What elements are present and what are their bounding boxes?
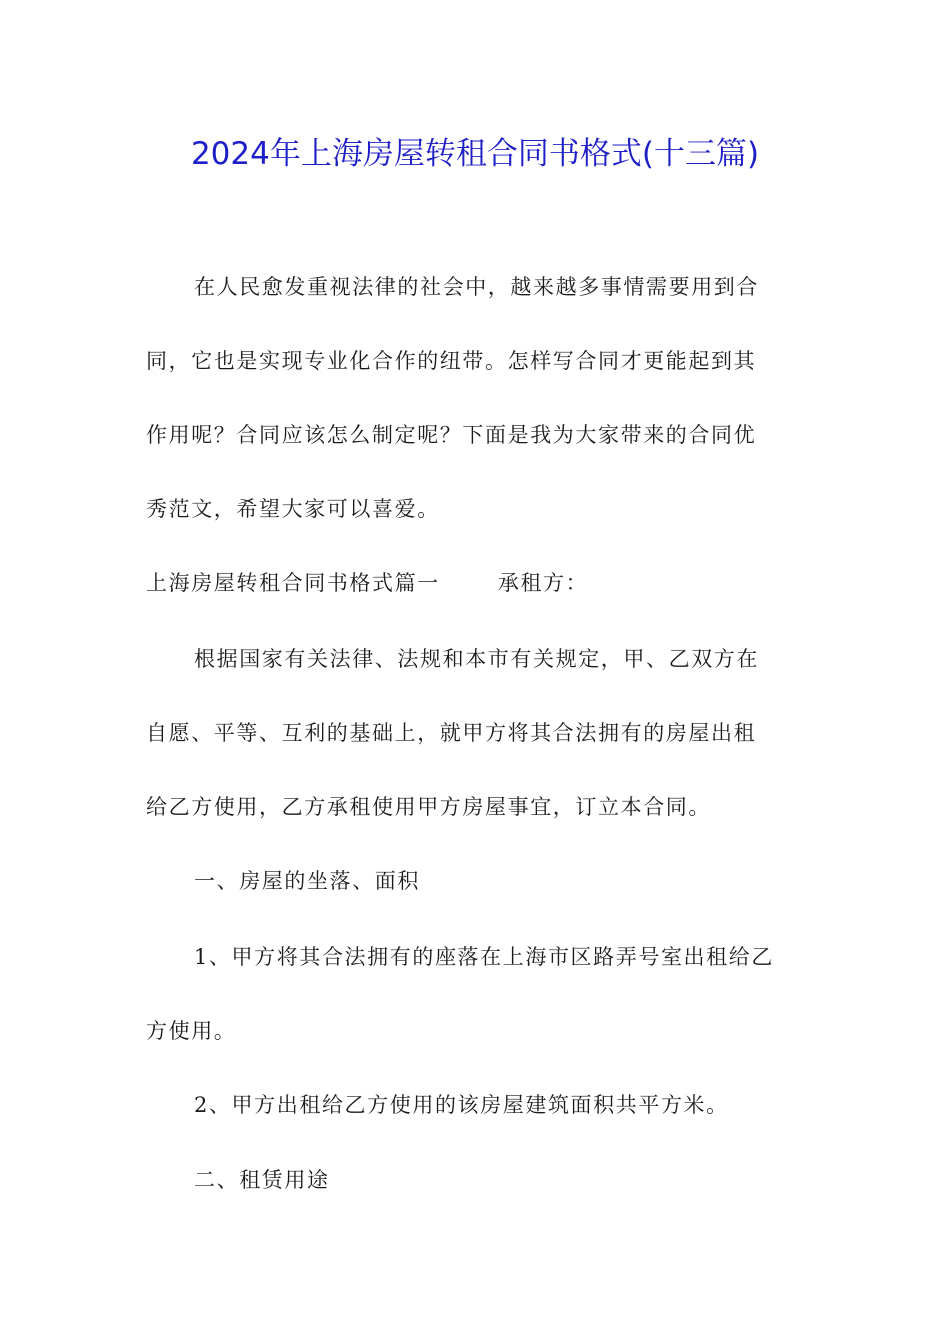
intro-line: 作用呢？合同应该怎么制定呢？下面是我为大家带来的合同优 [146,423,757,447]
clause-1-item-1 [146,920,808,1068]
clause-2-title: 二、租赁用途 [194,1168,330,1192]
basis-line: 自愿、平等、互利的基础上，就甲方将其合法拥有的房屋出租 [146,721,757,745]
basis-line: 根据国家有关法律、法规和本市有关规定，甲、乙双方在 [194,647,759,671]
basis-line: 给乙方使用，乙方承租使用甲方房屋事宜，订立本合同。 [146,795,711,819]
clause-1-item-2: 2、甲方出租给乙方使用的该房屋建筑面积共平方米。 [194,1093,729,1117]
clause-1-title: 一、房屋的坐落、面积 [194,869,420,893]
clause-line: 方使用。 [146,1019,237,1043]
intro-line: 在人民愈发重视法律的社会中，越来越多事情需要用到合 [194,275,759,299]
clause-line: 1、甲方将其合法拥有的座落在上海市区路弄号室出租给乙 [194,945,774,969]
document-title: 2024年上海房屋转租合同书格式(十三篇) [190,136,760,172]
basis-paragraph [146,622,808,844]
intro-paragraph [146,250,808,546]
section-heading-line [146,546,808,620]
intro-line: 同，它也是实现专业化合作的纽带。怎样写合同才更能起到其 [146,349,757,373]
intro-line: 秀范文，希望大家可以喜爱。 [146,497,440,521]
section-party-label: 承租方： [497,571,589,595]
section-heading: 上海房屋转租合同书格式篇一 [146,571,440,595]
